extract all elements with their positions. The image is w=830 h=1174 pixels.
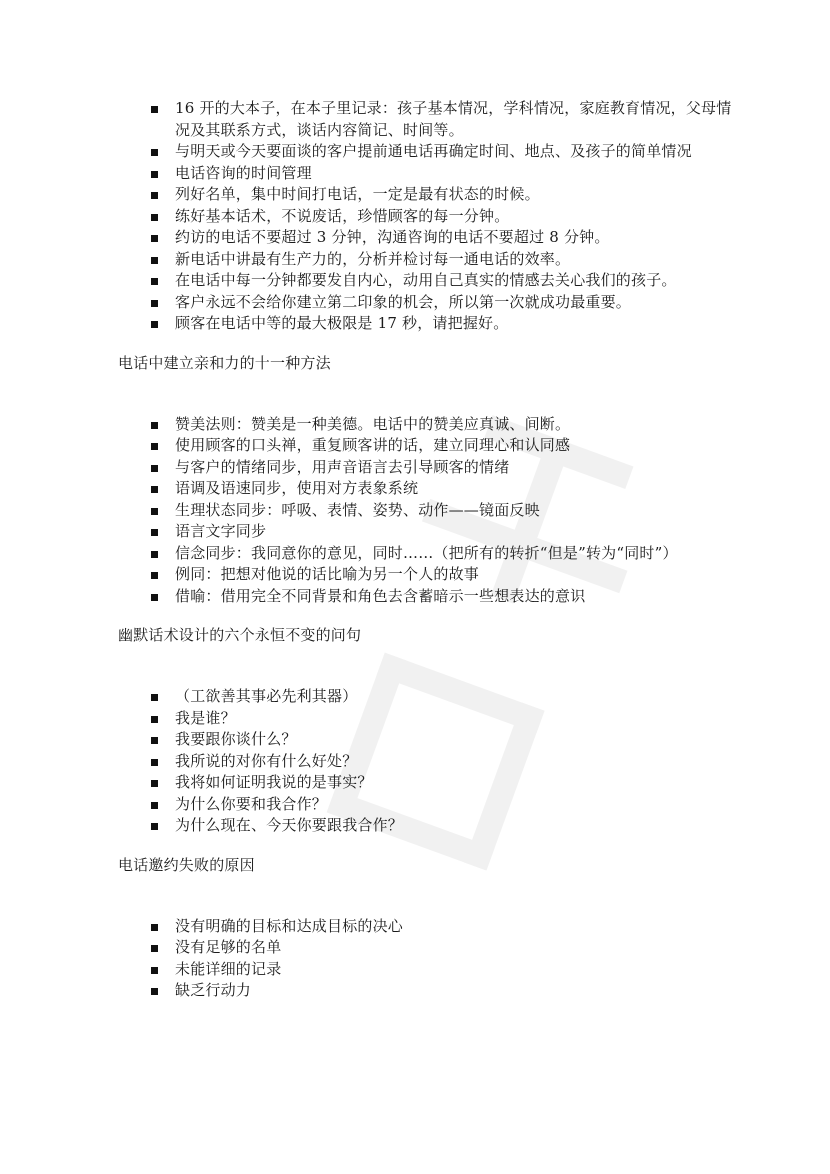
square-bullet-icon bbox=[151, 508, 158, 515]
square-bullet-icon bbox=[151, 257, 158, 264]
square-bullet-icon bbox=[151, 235, 158, 242]
section-heading-humor: 幽默话术设计的六个永恒不变的问句 bbox=[118, 626, 362, 644]
list-item: 与明天或今天要面谈的客户提前通电话再确定时间、地点、及孩子的简单情况 bbox=[118, 141, 738, 163]
square-bullet-icon bbox=[151, 214, 158, 221]
list-item: 语调及语速同步，使用对方表象系统 bbox=[118, 478, 738, 500]
square-bullet-icon bbox=[151, 924, 158, 931]
list-item: 为什么你要和我合作？ bbox=[118, 794, 738, 816]
square-bullet-icon bbox=[151, 780, 158, 787]
square-bullet-icon bbox=[151, 443, 158, 450]
square-bullet-icon bbox=[151, 171, 158, 178]
list-item: 顾客在电话中等的最大极限是 17 秒，请把握好。 bbox=[118, 313, 738, 335]
list-section-2 bbox=[118, 414, 738, 608]
list-item: 赞美法则：赞美是一种美德。电话中的赞美应真诚、间断。 bbox=[118, 414, 738, 436]
square-bullet-icon bbox=[151, 106, 158, 113]
square-bullet-icon bbox=[151, 278, 158, 285]
list-section-1 bbox=[118, 98, 738, 335]
list-item: 练好基本话术，不说废话，珍惜顾客的每一分钟。 bbox=[118, 206, 738, 228]
square-bullet-icon bbox=[151, 321, 158, 328]
square-bullet-icon bbox=[151, 694, 158, 701]
list-item: 没有明确的目标和达成目标的决心 bbox=[118, 916, 738, 938]
square-bullet-icon bbox=[151, 802, 158, 809]
list-item: 在电话中每一分钟都要发自内心，动用自己真实的情感去关心我们的孩子。 bbox=[118, 270, 738, 292]
square-bullet-icon bbox=[151, 465, 158, 472]
list-item: 我是谁？ bbox=[118, 708, 738, 730]
list-item: 借喻：借用完全不同背景和角色去含蓄暗示一些想表达的意识 bbox=[118, 586, 738, 608]
section-heading-rapport: 电话中建立亲和力的十一种方法 bbox=[118, 353, 331, 372]
list-item: 使用顾客的口头禅，重复顾客讲的话，建立同理心和认同感 bbox=[118, 435, 738, 457]
list-item: 未能详细的记录 bbox=[118, 959, 738, 981]
list-item: 新电话中讲最有生产力的，分析并检讨每一通电话的效率。 bbox=[118, 249, 738, 271]
square-bullet-icon bbox=[151, 572, 158, 579]
list-item: 与客户的情绪同步，用声音语言去引导顾客的情绪 bbox=[118, 457, 738, 479]
list-item: 我所说的对你有什么好处？ bbox=[118, 751, 738, 773]
list-item: 我将如何证明我说的是事实？ bbox=[118, 772, 738, 794]
square-bullet-icon bbox=[151, 422, 158, 429]
list-item: （工欲善其事必先利其器） bbox=[118, 686, 738, 708]
square-bullet-icon bbox=[151, 967, 158, 974]
square-bullet-icon bbox=[151, 988, 158, 995]
list-item: 为什么现在、今天你要跟我合作？ bbox=[118, 815, 738, 837]
square-bullet-icon bbox=[151, 486, 158, 493]
list-section-4 bbox=[118, 916, 738, 1002]
section-heading-failure-reasons: 电话邀约失败的原因 bbox=[118, 855, 255, 874]
list-item: 语言文字同步 bbox=[118, 521, 738, 543]
list-section-3 bbox=[118, 686, 738, 837]
list-item: 生理状态同步：呼吸、表情、姿势、动作——镜面反映 bbox=[118, 500, 738, 522]
square-bullet-icon bbox=[151, 945, 158, 952]
square-bullet-icon bbox=[151, 737, 158, 744]
list-item: 例同：把想对他说的话比喻为另一个人的故事 bbox=[118, 564, 738, 586]
list-item: 缺乏行动力 bbox=[118, 980, 738, 1002]
square-bullet-icon bbox=[151, 823, 158, 830]
square-bullet-icon bbox=[151, 759, 158, 766]
document-content bbox=[118, 98, 738, 1002]
list-item: 列好名单，集中时间打电话，一定是最有状态的时候。 bbox=[118, 184, 738, 206]
square-bullet-icon bbox=[151, 594, 158, 601]
list-item: 16 开的大本子，在本子里记录：孩子基本情况，学科情况，家庭教育情况，父母情况及其联系方式，谈话内容简记、时间等。 bbox=[118, 98, 738, 141]
list-item: 客户永远不会给你建立第二印象的机会，所以第一次就成功最重要。 bbox=[118, 292, 738, 314]
list-item: 信念同步：我同意你的意见，同时……（把所有的转折“但是”转为“同时”） bbox=[118, 543, 738, 565]
square-bullet-icon bbox=[151, 300, 158, 307]
list-item: 约访的电话不要超过 3 分钟，沟通咨询的电话不要超过 8 分钟。 bbox=[118, 227, 738, 249]
list-item: 我要跟你谈什么？ bbox=[118, 729, 738, 751]
list-item: 电话咨询的时间管理 bbox=[118, 163, 738, 185]
square-bullet-icon bbox=[151, 716, 158, 723]
list-item: 没有足够的名单 bbox=[118, 937, 738, 959]
square-bullet-icon bbox=[151, 149, 158, 156]
square-bullet-icon bbox=[151, 551, 158, 558]
square-bullet-icon bbox=[151, 192, 158, 199]
square-bullet-icon bbox=[151, 529, 158, 536]
